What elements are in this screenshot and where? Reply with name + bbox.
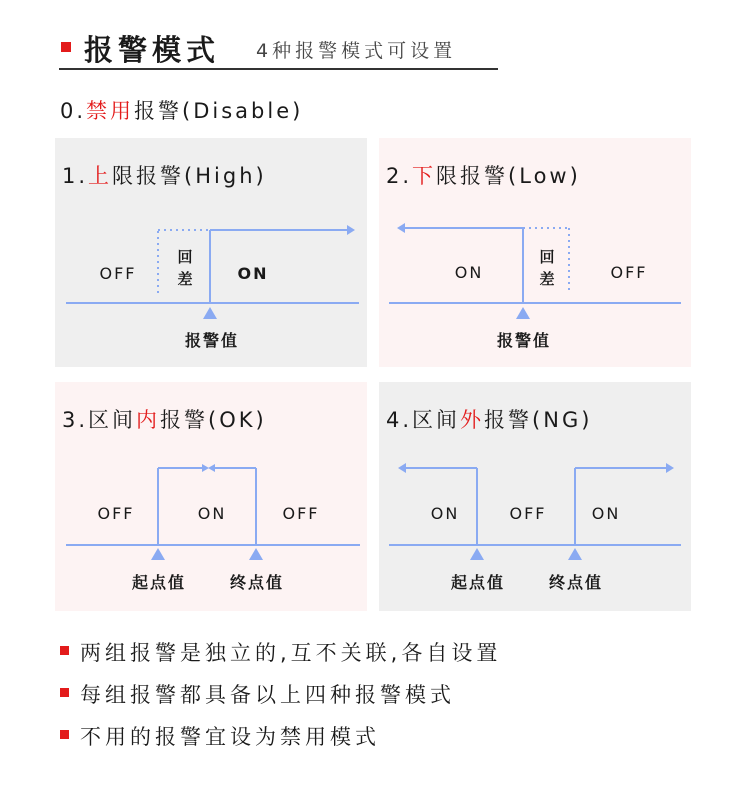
panel-high-title-prefix: 1. (62, 164, 89, 188)
hysteresis-label-top: 回 (177, 248, 193, 266)
arrow-left-head (397, 223, 405, 233)
middle-state-label: OFF (509, 504, 547, 523)
start-value-marker-icon (151, 548, 165, 560)
alarm-value-label: 报警值 (496, 331, 552, 350)
bullet-square-icon (60, 646, 69, 655)
mode-disable-prefix: 0. (60, 99, 87, 123)
alarm-value-marker-icon (516, 307, 530, 319)
end-value-marker-icon (568, 548, 582, 560)
arrow-right-head (202, 464, 209, 472)
start-value-label: 起点值 (131, 573, 187, 592)
on-label: ON (454, 263, 484, 282)
page-subtitle: 4种报警模式可设置 (256, 40, 457, 62)
bullet-square-icon (60, 688, 69, 697)
panel-high-title-suffix: 限报警(High) (112, 164, 267, 188)
middle-state-label: ON (197, 504, 227, 523)
bullet-square-icon (60, 730, 69, 739)
mode-disable-suffix: 报警(Disable) (134, 99, 304, 123)
hysteresis-label (175, 246, 195, 290)
panel-inrange-title-suffix: 报警(OK) (160, 408, 267, 432)
panel-outrange-title-prefix: 4.区间 (386, 408, 461, 432)
title-bullet-square (61, 42, 71, 52)
end-value-marker-icon (249, 548, 263, 560)
panel-inrange-diagram (55, 382, 367, 611)
page-title: 报警模式 (84, 33, 221, 67)
arrow-left-head (208, 464, 215, 472)
off-label: OFF (610, 263, 648, 282)
alarm-value-label: 报警值 (184, 331, 240, 350)
panel-low-title-prefix: 2. (386, 164, 413, 188)
mode-disable (60, 95, 303, 125)
hysteresis-label-top: 回 (539, 248, 555, 266)
panel-outrange-title-suffix: 报警(NG) (484, 408, 593, 432)
header-underline (59, 68, 498, 70)
left-state-label: OFF (97, 504, 135, 523)
panel-high-title-highlight: 上 (88, 164, 113, 188)
left-state-label: ON (430, 504, 460, 523)
on-label: ON (237, 264, 269, 283)
panel-low-alarm (379, 138, 691, 367)
off-label: OFF (99, 264, 137, 283)
panel-inrange-title-highlight: 内 (136, 408, 161, 432)
mode-disable-highlight: 禁用 (86, 99, 135, 123)
right-state-label: ON (591, 504, 621, 523)
panel-outrange-title-highlight: 外 (460, 408, 485, 432)
arrow-right-head (347, 225, 355, 235)
arrow-right-head (666, 463, 674, 473)
right-state-label: OFF (282, 504, 320, 523)
panel-high-alarm (55, 138, 367, 367)
end-value-label: 终点值 (548, 573, 604, 592)
panel-low-title-suffix: 限报警(Low) (436, 164, 581, 188)
panel-inrange-title-prefix: 3.区间 (62, 408, 137, 432)
panel-outrange-diagram (379, 382, 691, 611)
end-value-label: 终点值 (229, 573, 285, 592)
panel-inrange-alarm (55, 382, 367, 611)
arrow-left-head (398, 463, 406, 473)
panel-low-title-highlight: 下 (412, 164, 437, 188)
panel-outrange-alarm (379, 382, 691, 611)
note-item: 两组报警是独立的,互不关联,各自设置 (80, 641, 502, 665)
hysteresis-label-bottom: 差 (539, 270, 555, 288)
start-value-label: 起点值 (450, 573, 506, 592)
start-value-marker-icon (470, 548, 484, 560)
note-item: 不用的报警宜设为禁用模式 (80, 725, 380, 749)
note-item: 每组报警都具备以上四种报警模式 (80, 683, 455, 707)
alarm-value-marker-icon (203, 307, 217, 319)
hysteresis-label (537, 246, 557, 290)
hysteresis-label-bottom: 差 (177, 270, 193, 288)
